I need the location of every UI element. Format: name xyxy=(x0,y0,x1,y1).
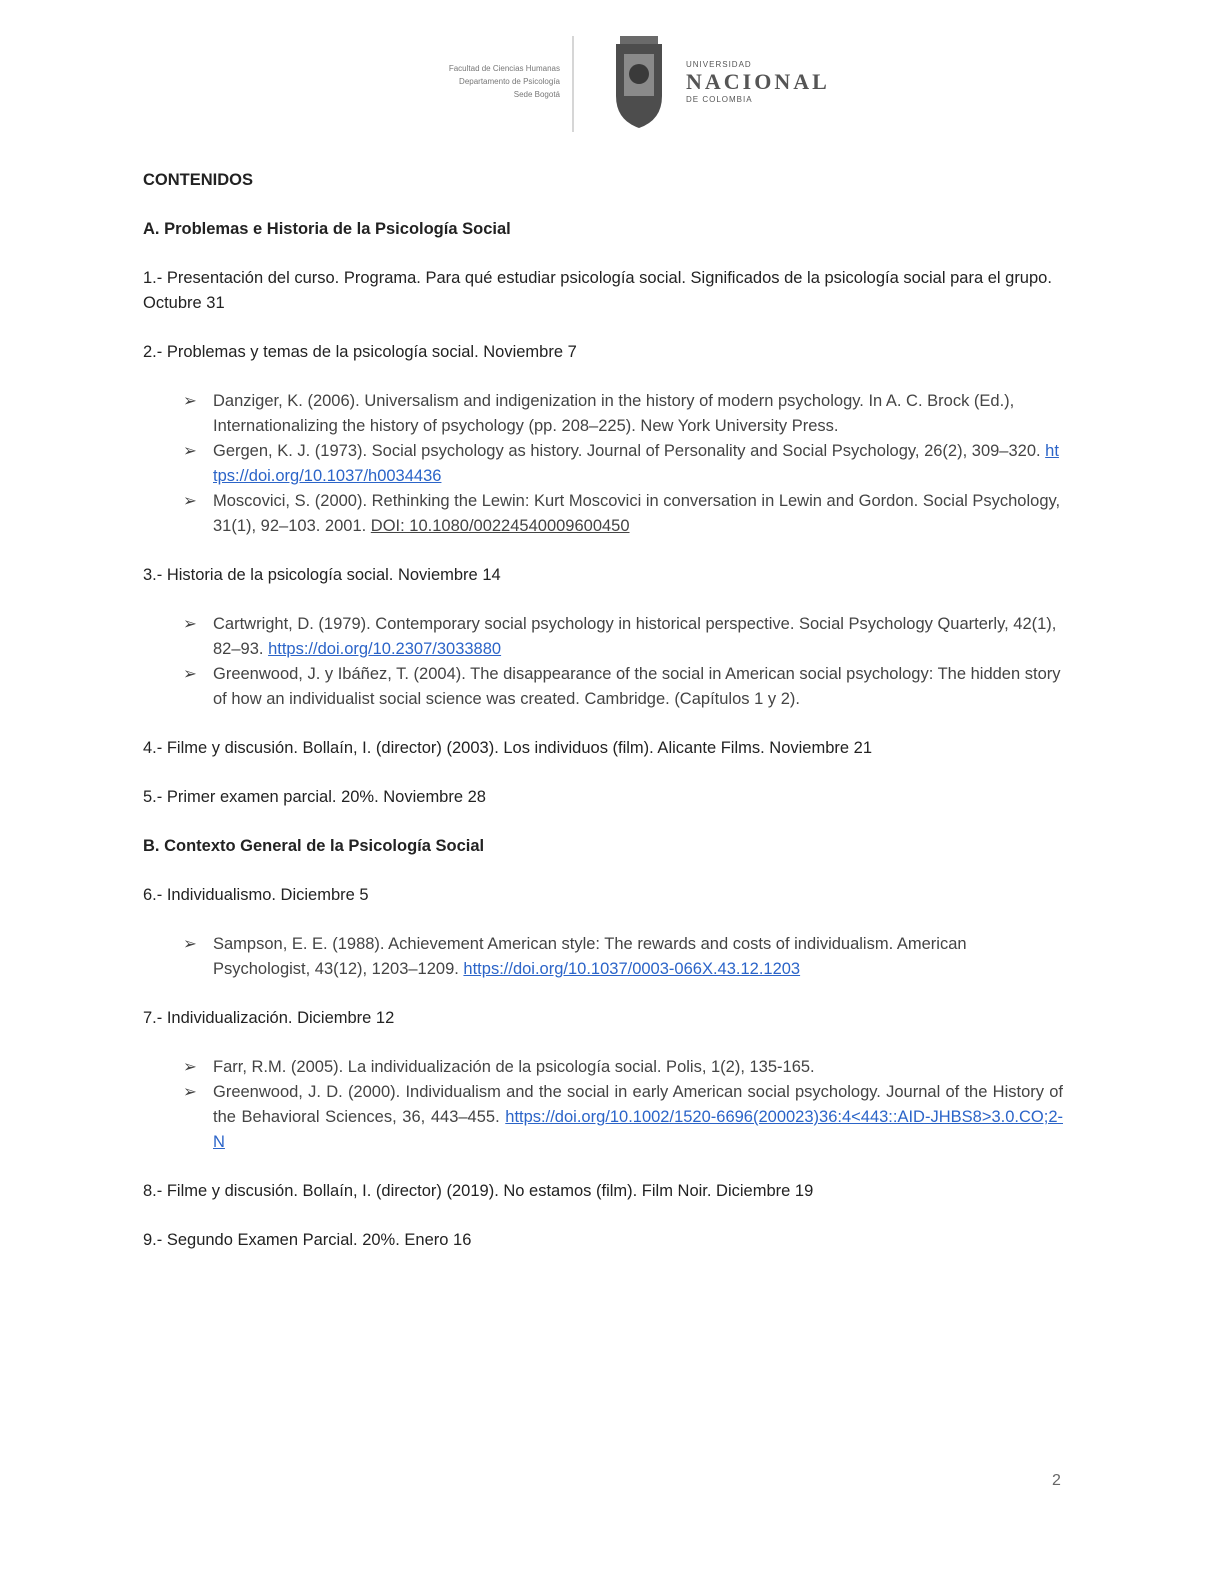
reference-list xyxy=(143,1055,1063,1155)
university-country: DE COLOMBIA xyxy=(686,95,753,104)
reference-list xyxy=(143,612,1063,712)
topic-3: 3.- Historia de la psicología social. Noviembre 14 xyxy=(143,566,501,584)
department-line: Departamento de Psicología xyxy=(459,77,560,86)
topic-4: 4.- Filme y discusión. Bollaín, I. (director) (2003). Los individuos (film). Alicante Films. Noviembre 21 xyxy=(143,739,873,757)
document-body xyxy=(143,168,1063,1277)
reference-list xyxy=(143,389,1063,539)
bullet-icon: ➢ xyxy=(183,615,197,633)
topic-5: 5.- Primer examen parcial. 20%. Noviembre 28 xyxy=(143,788,486,806)
bullet-icon: ➢ xyxy=(183,442,197,460)
bullet-icon: ➢ xyxy=(183,665,197,683)
reference-item: ➢ Sampson, E. E. (1988). Achievement American style: The rewards and costs of individualism. American Psychologist, 43(12), 1203–1209. https://doi.org/10.1037/0003-066X.43.12.1203 xyxy=(143,932,1063,982)
page-header xyxy=(0,30,1224,140)
reference-item: ➢ Moscovici, S. (2000). Rethinking the Lewin: Kurt Moscovici in conversation in Lewin and Gordon. Social Psychology, 31(1), 92–103. 2001. DOI: 10.1080/00224540009600450 xyxy=(143,489,1063,539)
reference-item: ➢ Cartwright, D. (1979). Contemporary social psychology in historical perspective. Social Psychology Quarterly, 42(1), 82–93. https://doi.org/10.2307/3033880 xyxy=(143,612,1063,662)
reference-item: ➢ Greenwood, J. y Ibáñez, T. (2004). The disappearance of the social in American social psychology: The hidden story of how an individualist social science was created. Cambridge. (Capítulos 1 y 2). xyxy=(143,662,1063,712)
university-main: NACIONAL xyxy=(686,69,830,94)
page-number: 2 xyxy=(1052,1472,1061,1489)
topic-6: 6.- Individualismo. Diciembre 5 xyxy=(143,886,369,904)
bullet-icon: ➢ xyxy=(183,935,197,953)
bullet-icon: ➢ xyxy=(183,1058,197,1076)
topic-8: 8.- Filme y discusión. Bollaín, I. (director) (2019). No estamos (film). Film Noir. Diciembre 19 xyxy=(143,1182,814,1200)
doi-link[interactable]: https://doi.org/10.1037/h0034436 xyxy=(213,442,1059,485)
topic-7: 7.- Individualización. Diciembre 12 xyxy=(143,1009,395,1027)
reference-item: ➢ Danziger, K. (2006). Universalism and indigenization in the history of modern psychology. In A. C. Brock (Ed.), Internationalizing the history of psychology (pp. 208–225). New York University Press. xyxy=(143,389,1063,439)
doi-text: DOI: 10.1080/00224540009600450 xyxy=(370,517,630,535)
section-heading-a: A. Problemas e Historia de la Psicología Social xyxy=(143,220,511,238)
topic-2: 2.- Problemas y temas de la psicología social. Noviembre 7 xyxy=(143,343,577,361)
section-heading-b: B. Contexto General de la Psicología Social xyxy=(143,837,485,855)
topic-1: 1.- Presentación del curso. Programa. Para qué estudiar psicología social. Significados de la psicología social para el grupo. Octubre 31 xyxy=(143,269,1052,312)
reference-item: ➢ Greenwood, J. D. (2000). Individualism and the social in early American social psychology. Journal of the History of the Behavioral Sciences, 36, 443–455. https://doi.org/10.1002/1520-6696(200023)36:4<443::AID-JHBS8>3.0.CO;2-N xyxy=(143,1080,1063,1155)
page-title: CONTENIDOS xyxy=(143,171,254,189)
doi-link[interactable]: https://doi.org/10.1037/0003-066X.43.12.1203 xyxy=(463,960,801,978)
bullet-icon: ➢ xyxy=(183,1083,197,1101)
university-label: UNIVERSIDAD xyxy=(686,60,752,69)
bullet-icon: ➢ xyxy=(183,392,197,410)
faculty-line: Facultad de Ciencias Humanas xyxy=(448,64,560,73)
topic-9: 9.- Segundo Examen Parcial. 20%. Enero 16 xyxy=(143,1231,472,1249)
university-name xyxy=(686,60,830,104)
bullet-icon: ➢ xyxy=(183,492,197,510)
campus-line: Sede Bogotá xyxy=(513,90,560,99)
doi-link[interactable]: https://doi.org/10.2307/3033880 xyxy=(268,640,502,658)
faculty-text xyxy=(380,62,560,101)
university-seal-icon xyxy=(606,36,672,132)
doi-link[interactable]: https://doi.org/10.1002/1520-6696(200023)36:4<443::AID-JHBS8>3.0.CO;2-N xyxy=(213,1108,1063,1151)
reference-item: ➢ Farr, R.M. (2005). La individualización de la psicología social. Polis, 1(2), 135-165. xyxy=(143,1055,1063,1080)
reference-list xyxy=(143,932,1063,982)
header-divider xyxy=(572,36,574,132)
reference-item: ➢ Gergen, K. J. (1973). Social psychology as history. Journal of Personality and Social Psychology, 26(2), 309–320. https://doi.org/10.1037/h0034436 xyxy=(143,439,1063,489)
